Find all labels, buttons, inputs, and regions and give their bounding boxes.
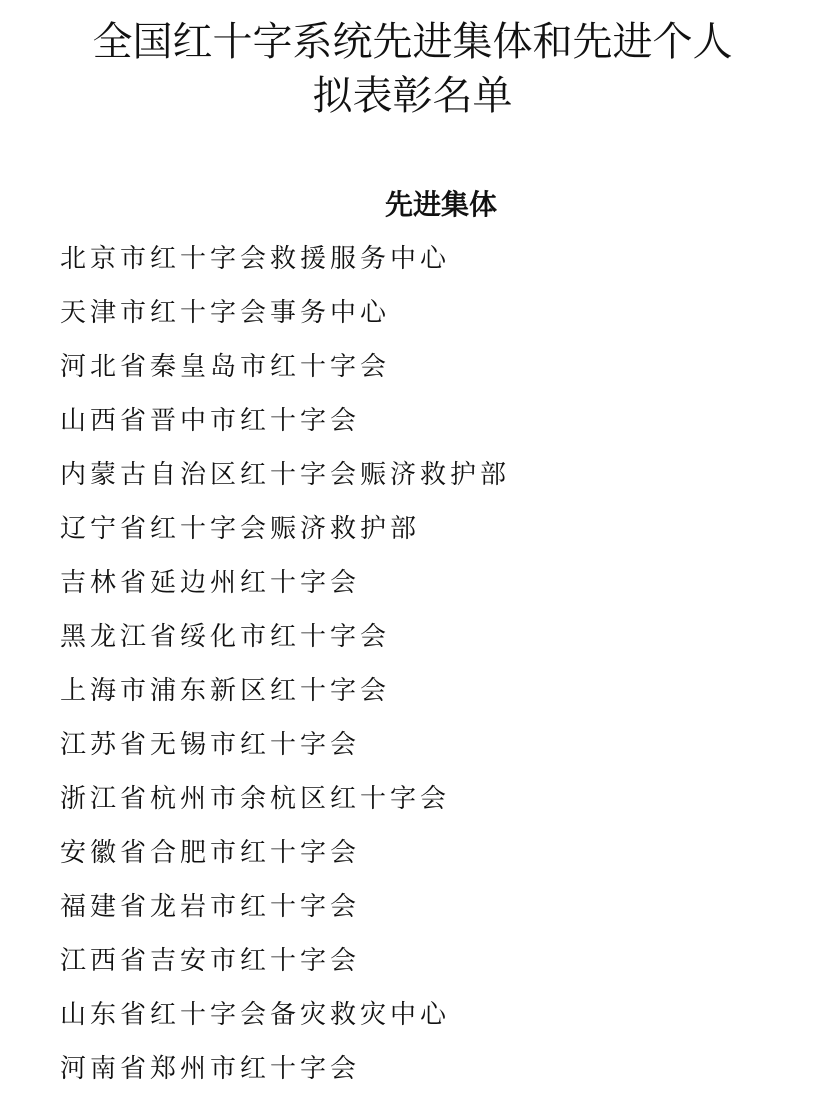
list-item: 安徽省合肥市红十字会 — [60, 838, 361, 868]
list-item: 北京市红十字会救援服务中心 — [60, 244, 451, 274]
list-item: 山东省红十字会备灾救灾中心 — [60, 1000, 451, 1030]
list-item: 辽宁省红十字会赈济救护部 — [60, 514, 421, 544]
list-item: 黑龙江省绥化市红十字会 — [60, 622, 391, 652]
list-item: 上海市浦东新区红十字会 — [60, 676, 391, 706]
list-item: 内蒙古自治区红十字会赈济救护部 — [60, 460, 511, 490]
section-heading: 先进集体 — [384, 188, 497, 221]
collective-list — [60, 232, 510, 1096]
list-item: 江西省吉安市红十字会 — [60, 946, 361, 976]
document-title-line-2: 拟表彰名单 — [312, 73, 513, 119]
list-item: 河北省秦皇岛市红十字会 — [60, 352, 391, 382]
list-item: 天津市红十字会事务中心 — [60, 298, 391, 328]
document-title-line-1: 全国红十字系统先进集体和先进个人 — [92, 19, 733, 65]
list-item: 山西省晋中市红十字会 — [60, 406, 361, 436]
list-item: 浙江省杭州市余杭区红十字会 — [60, 784, 451, 814]
list-item: 河南省郑州市红十字会 — [60, 1054, 361, 1084]
list-item: 吉林省延边州红十字会 — [60, 568, 361, 598]
list-item: 福建省龙岩市红十字会 — [60, 892, 361, 922]
list-item: 江苏省无锡市红十字会 — [60, 730, 361, 760]
